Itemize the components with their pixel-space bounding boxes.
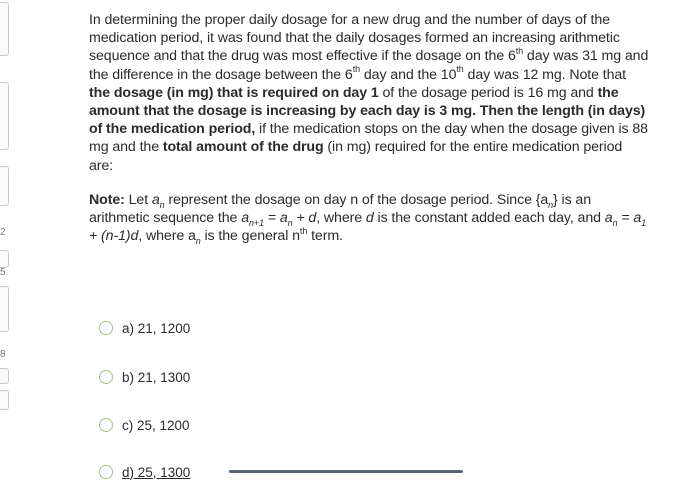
radio-button[interactable] <box>99 465 113 479</box>
horizontal-scrollbar[interactable] <box>229 470 463 473</box>
option-label: b) 21, 1300 <box>122 369 191 385</box>
edge-box <box>0 390 9 410</box>
option-label: d) 25, 1300 <box>122 464 191 480</box>
edge-box <box>0 286 9 332</box>
radio-button[interactable] <box>99 370 113 384</box>
option-c[interactable] <box>99 415 190 435</box>
edge-box <box>0 2 9 56</box>
left-edge-strip <box>0 0 10 483</box>
edge-mark: 8 <box>0 349 6 360</box>
edge-box <box>0 250 9 268</box>
option-a[interactable] <box>99 318 190 338</box>
option-label: a) 21, 1200 <box>122 320 191 336</box>
radio-button[interactable] <box>99 321 113 335</box>
option-d[interactable] <box>99 462 190 482</box>
edge-box <box>0 368 9 384</box>
edge-box <box>0 166 9 206</box>
edge-mark: 2 <box>0 227 6 238</box>
option-label: c) 25, 1200 <box>122 417 190 433</box>
edge-mark: 5 <box>0 267 6 278</box>
radio-button[interactable] <box>99 418 113 432</box>
question-body: In determining the proper daily dosage for a new drug and the number of days of the medication period, it was found that the daily dosages formed an increasing arithmetic sequence and that the drug was most effective if the dosage on the 6th day was 31 mg and the difference in the dosage between the 6th day and the 10th day was 12 mg. Note that the dosage (in mg) that is required on day 1 of the dosage period is 16 mg and the amount that the dosage is increasing by each day is 3 mg. Then the length (in days) of the medication period, if the medication stops on the day when the dosage given is 88 mg and the total amount of the drug (in mg) required for the entire medication period are: <box>89 12 649 174</box>
question-note: Note: Let $a_n$ represent the dosage on day n of the dosage period. Since $\{a_n\}$ is an arithmetic sequence the $a_{n+1} = a_n + d$, where d is the constant added each day, and $a_n = a_1 + (n-1)d$, where $a_n$ is the general $n^{th}$ term. <box>89 191 647 247</box>
option-b[interactable] <box>99 367 190 387</box>
question-text <box>89 11 649 245</box>
edge-box <box>0 82 9 150</box>
